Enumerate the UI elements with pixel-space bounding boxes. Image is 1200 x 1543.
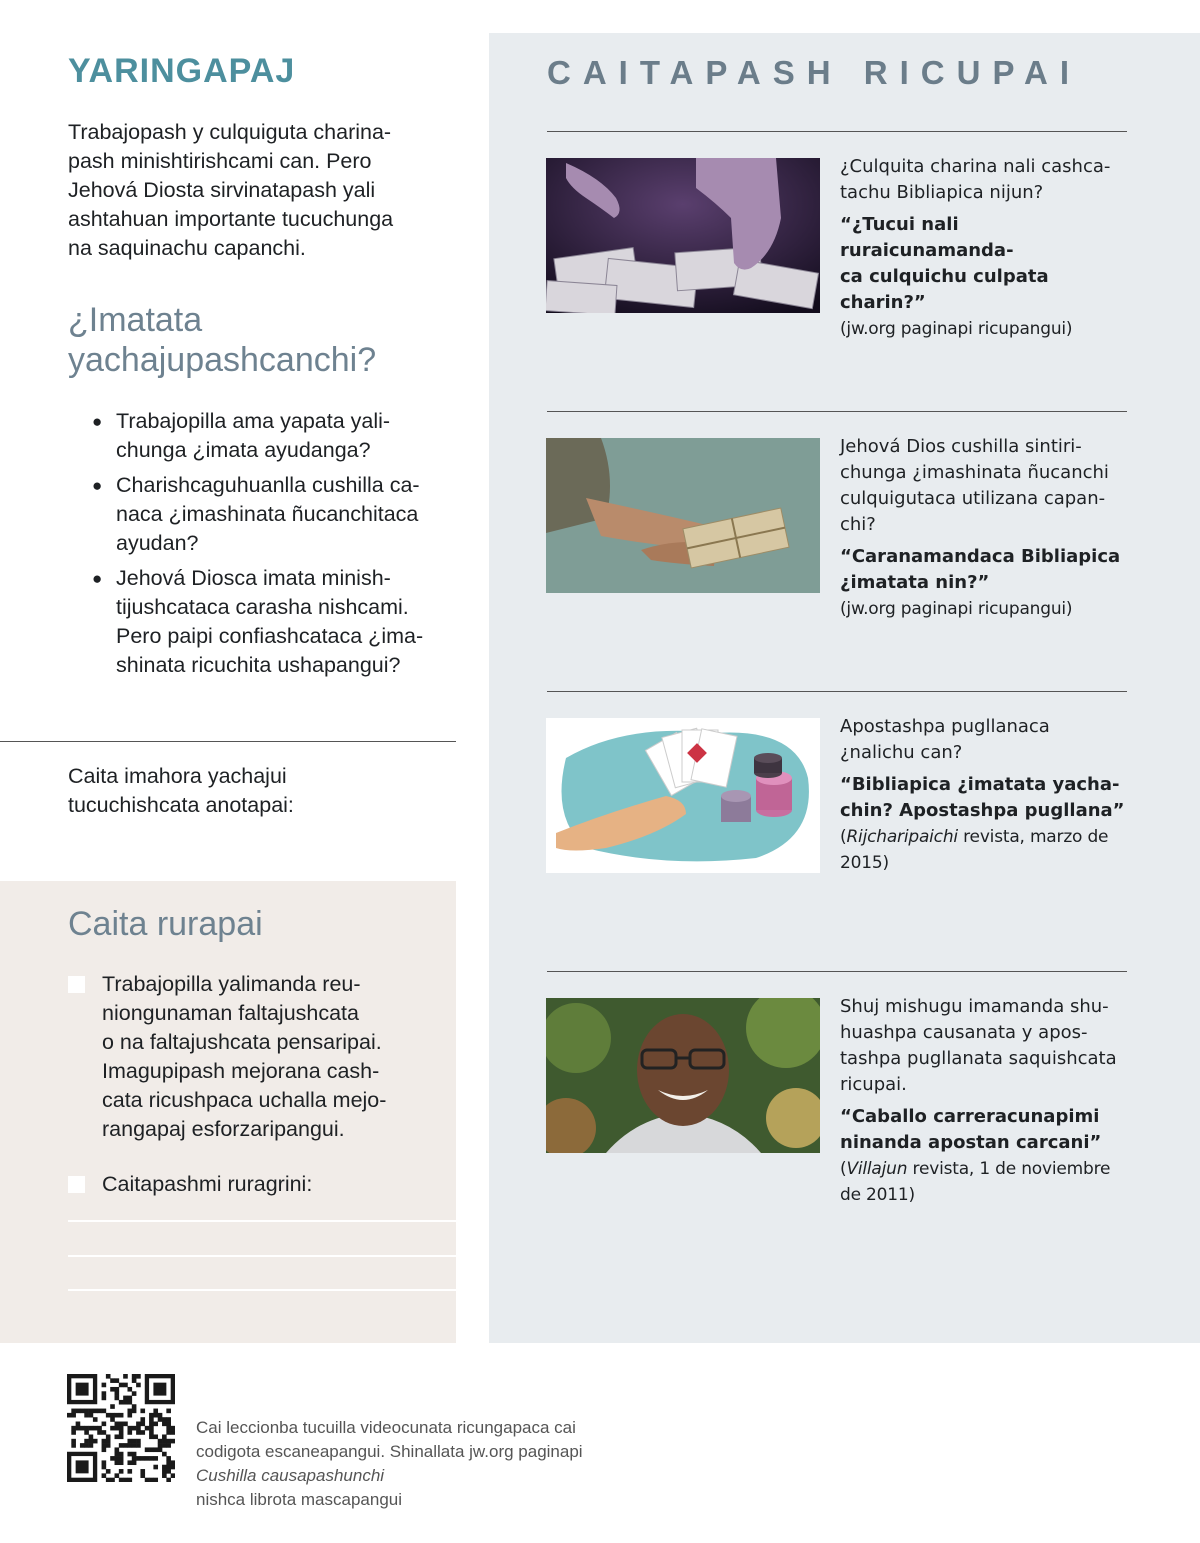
- resource-link-title[interactable]: “¿Tucui nali ruraicunamanda- ca culquichu culpata charin?”: [840, 214, 1049, 313]
- writing-line[interactable]: [68, 1255, 456, 1257]
- checkbox[interactable]: [68, 1176, 85, 1193]
- resource-divider: [547, 131, 1127, 132]
- gift-package-image: [546, 438, 820, 593]
- question-text: Jehová Diosca imata minish- tijushcataca carasha nishcami. Pero paipi confiashcataca ¿ima- shinata ricuchita ushapangui?: [116, 566, 424, 677]
- resource-question: Jehová Dios cushilla sintiri- chunga ¿imashinata ñucanchi culquigutaca utilizana capan- chi?: [840, 436, 1109, 535]
- footer-line: [196, 1464, 716, 1512]
- resource-link-title[interactable]: “Bibliapica ¿imatata yacha- chin? Apostashpa pugllana”: [840, 774, 1125, 821]
- source-suffix: revista, 1 de noviembre de 2011): [840, 1159, 1111, 1205]
- source-suffix: revista, marzo de 2015): [840, 827, 1109, 873]
- bullet-icon: ●: [92, 476, 103, 495]
- section-title-yaringapaj: YARINGAPAJ: [68, 52, 296, 90]
- resource-divider: [547, 971, 1127, 972]
- book-title: Cushilla causapashunchi: [196, 1466, 385, 1485]
- resource-source: (jw.org paginapi ricupangui): [840, 599, 1073, 619]
- section-divider: [0, 741, 456, 742]
- resource-question: Shuj mishugu imamanda shu- huashpa causanata y apos- tashpa pugllanata saquishcata ricupai.: [840, 996, 1117, 1095]
- source-publication: Rijcharipaichi: [846, 827, 958, 847]
- source-prefix: (: [840, 1159, 847, 1179]
- resource-source: (jw.org paginapi ricupangui): [840, 319, 1073, 339]
- checklist-label: Caitapashmi ruragrini:: [102, 1172, 313, 1196]
- footer-note: [196, 1416, 716, 1512]
- note-prompt: Caita imahora yachajui tucuchishcata anotapai:: [68, 764, 294, 817]
- question-text: Trabajopilla ama yapata yali- chunga ¿imata ayudanga?: [116, 409, 391, 462]
- resource-link-title[interactable]: “Caranamandaca Bibliapica ¿imatata nin?”: [840, 546, 1121, 593]
- footer-line-rest: nishca librota mascapangui: [196, 1490, 403, 1509]
- resource-link-title[interactable]: “Caballo carreracunapimi ninanda apostan carcani”: [840, 1106, 1102, 1153]
- bullet-icon: ●: [92, 412, 103, 431]
- writing-line[interactable]: [68, 1220, 456, 1222]
- rurapai-heading: Caita rurapai: [68, 905, 263, 943]
- playing-cards-chips-image: [546, 718, 820, 873]
- smiling-man-image: [546, 998, 820, 1153]
- resource-item: [840, 994, 1125, 1208]
- source-publication: Villajun: [846, 1159, 908, 1179]
- reflect-heading: ¿Imatata yachajupashcanchi?: [68, 301, 377, 379]
- resource-item: [840, 434, 1125, 622]
- resource-item: [840, 154, 1125, 342]
- writing-line[interactable]: [68, 1289, 456, 1291]
- resource-divider: [547, 411, 1127, 412]
- list-item: [92, 471, 452, 558]
- source-prefix: (: [840, 827, 847, 847]
- resource-source: [840, 1156, 1125, 1208]
- list-item: [92, 564, 452, 680]
- checklist-label: Trabajopilla yalimanda reu- niongunaman faltajushcata o na faltajushcata pensaripai. Imagupipash mejorana cash- cata ricushpaca uchalla mejo- rangapaj esforzaripangui.: [102, 972, 387, 1141]
- resource-item: [840, 714, 1125, 876]
- resource-question: ¿Culquita charina nali cashca- tachu Bibliapica nijun?: [840, 156, 1111, 203]
- question-text: Charishcaguhuanlla cushilla ca- naca ¿imashinata ñucanchitaca ayudan?: [116, 473, 420, 555]
- intro-paragraph: Trabajopash y culquiguta charina- pash minishtirishcami can. Pero Jehová Diosta sirvinatapash yali ashtahuan importante tucuchunga na saquinachu capanchi.: [68, 120, 394, 260]
- resource-source: [840, 824, 1125, 876]
- footer-line: Cai leccionba tucuilla videocunata ricungapaca cai: [196, 1418, 576, 1437]
- list-item: [92, 407, 452, 465]
- resources-heading: CAITAPASH RICUPAI: [547, 54, 1081, 91]
- qr-code-icon[interactable]: [67, 1374, 175, 1482]
- bullet-icon: ●: [92, 569, 103, 588]
- resource-question: Apostashpa pugllanaca ¿nalichu can?: [840, 716, 1050, 763]
- checkbox[interactable]: [68, 976, 85, 993]
- review-questions-list: [92, 407, 452, 686]
- footer-line: codigota escaneapangui. Shinallata jw.org paginapi: [196, 1442, 583, 1461]
- resource-divider: [547, 691, 1127, 692]
- money-hands-image: [546, 158, 820, 313]
